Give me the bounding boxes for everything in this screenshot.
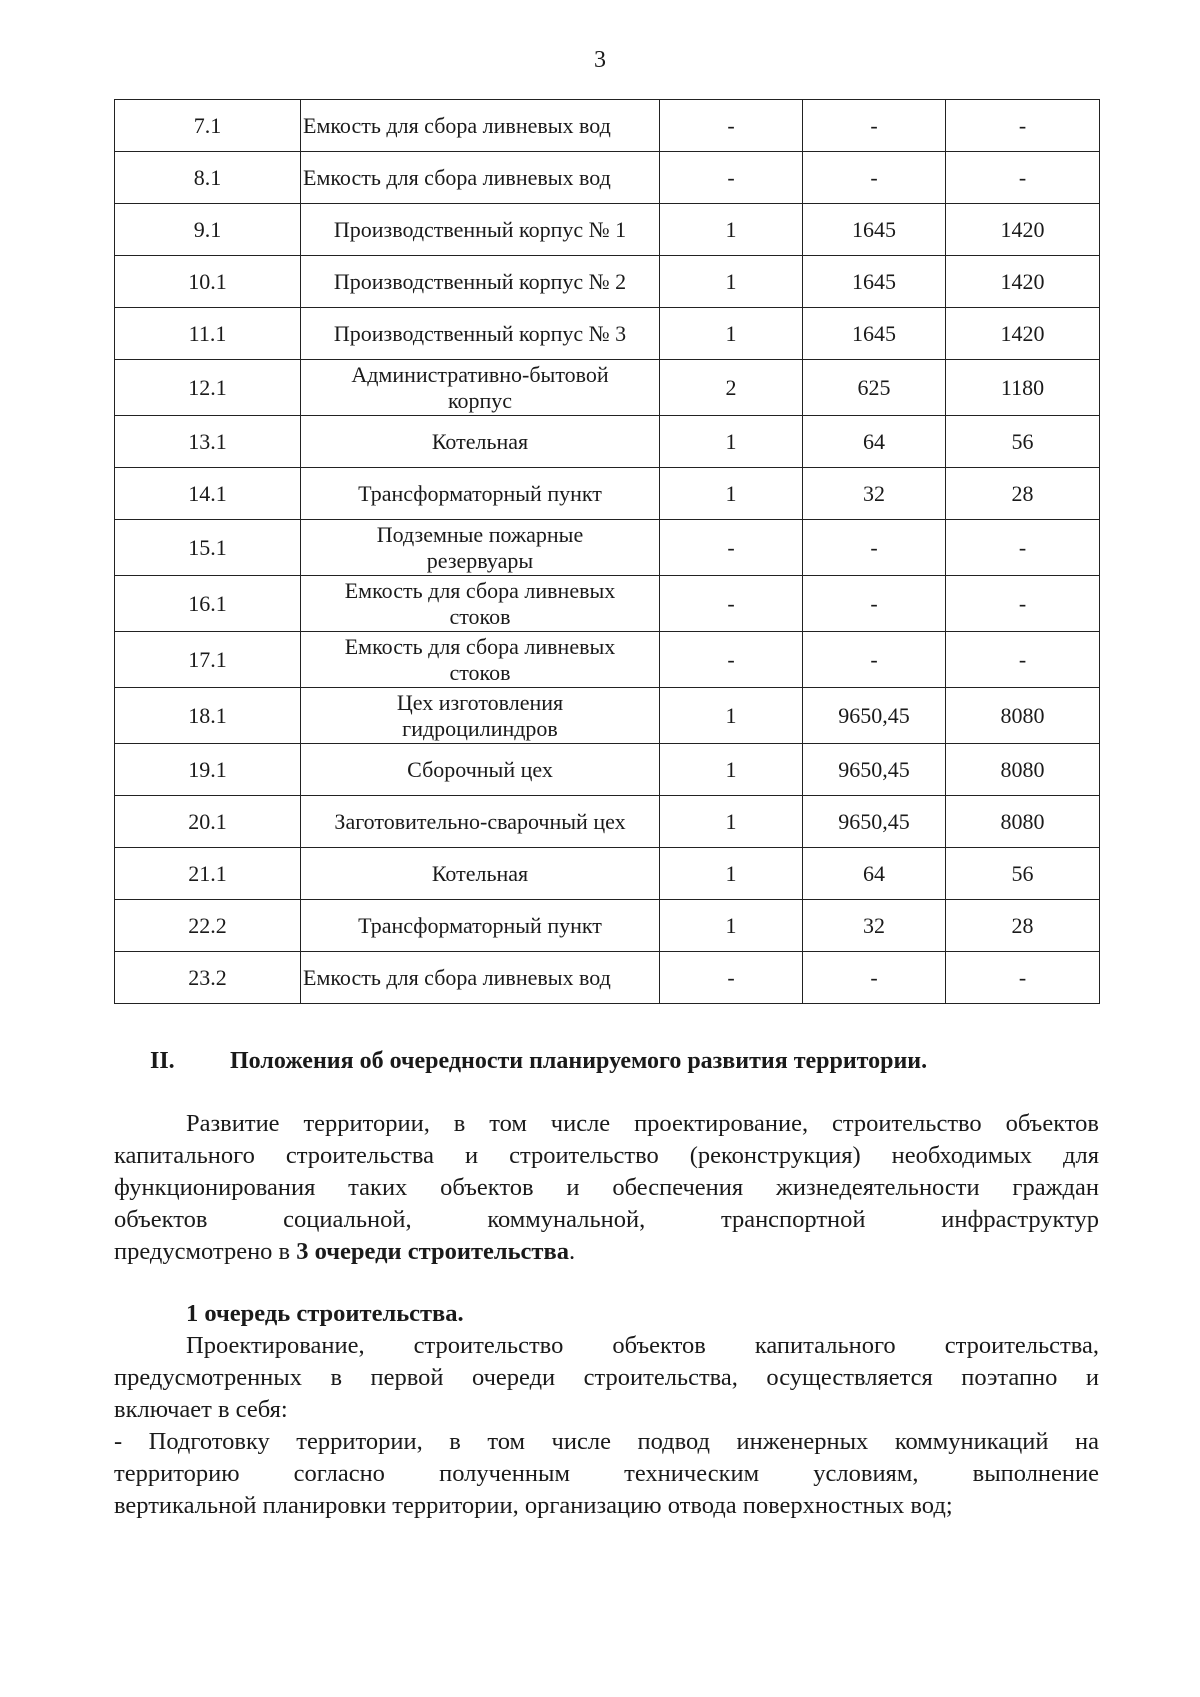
floors-cell: 1 — [660, 468, 803, 520]
floors-cell: - — [660, 952, 803, 1004]
object-number-cell: 19.1 — [115, 744, 301, 796]
area-built-cell: 9650,45 — [803, 744, 946, 796]
object-name-line: Цех изготовления — [396, 689, 564, 715]
page-number: 3 — [594, 47, 606, 73]
floors-cell: - — [660, 100, 803, 152]
object-number-cell: 17.1 — [115, 632, 301, 688]
floors-cell: 1 — [660, 256, 803, 308]
object-number-cell: 23.2 — [115, 952, 301, 1004]
area-built-cell: - — [803, 952, 946, 1004]
object-name-cell: Котельная — [301, 416, 660, 468]
floors-cell: 2 — [660, 360, 803, 416]
table-row — [115, 468, 1100, 520]
object-number-cell: 20.1 — [115, 796, 301, 848]
area-built-cell: 32 — [803, 900, 946, 952]
table-row — [115, 204, 1100, 256]
floors-cell: 1 — [660, 688, 803, 744]
object-name-cell — [301, 520, 660, 576]
paragraph-line — [114, 1236, 1099, 1268]
area-total-cell: 8080 — [946, 688, 1100, 744]
table-row — [115, 360, 1100, 416]
table-row — [115, 520, 1100, 576]
table-row — [115, 576, 1100, 632]
area-built-cell: 1645 — [803, 204, 946, 256]
object-name-cell — [301, 360, 660, 416]
object-name-line: стоков — [449, 603, 511, 629]
section-title: Положения об очередности планируемого развития территории. — [230, 1048, 928, 1074]
area-built-cell: - — [803, 520, 946, 576]
floors-cell: 1 — [660, 796, 803, 848]
object-name-line: Емкость для сбора ливневых — [344, 577, 616, 603]
paragraph-line: предусмотренных в первой очереди строительства, осуществляется поэтапно и — [114, 1364, 1099, 1391]
table-row — [115, 100, 1100, 152]
object-name-line: корпус — [447, 387, 513, 413]
object-number-cell: 11.1 — [115, 308, 301, 360]
table-row — [115, 632, 1100, 688]
table-row — [115, 688, 1100, 744]
area-total-cell: 8080 — [946, 796, 1100, 848]
paragraph-line: Развитие территории, в том числе проектирование, строительство объектов — [186, 1110, 1099, 1137]
table-row — [115, 952, 1100, 1004]
area-built-cell: 64 — [803, 848, 946, 900]
table-row — [115, 848, 1100, 900]
floors-cell: - — [660, 152, 803, 204]
area-total-cell: - — [946, 152, 1100, 204]
floors-cell: 1 — [660, 308, 803, 360]
area-total-cell: - — [946, 100, 1100, 152]
object-name-line: гидроцилиндров — [402, 715, 558, 741]
object-name-cell: Емкость для сбора ливневых вод — [301, 100, 660, 152]
object-name-cell: Трансформаторный пункт — [301, 900, 660, 952]
object-number-cell: 18.1 — [115, 688, 301, 744]
stages-count-bold: 3 очереди строительства — [296, 1238, 569, 1265]
object-name-cell: Емкость для сбора ливневых вод — [301, 952, 660, 1004]
floors-cell: - — [660, 632, 803, 688]
area-total-cell: 28 — [946, 468, 1100, 520]
object-name-line: стоков — [449, 659, 511, 685]
area-total-cell: 1420 — [946, 308, 1100, 360]
development-paragraph — [114, 1108, 1099, 1268]
object-number-cell: 22.2 — [115, 900, 301, 952]
object-number-cell: 15.1 — [115, 520, 301, 576]
floors-cell: 1 — [660, 848, 803, 900]
area-built-cell: 1645 — [803, 308, 946, 360]
area-total-cell: - — [946, 632, 1100, 688]
object-name-cell — [301, 576, 660, 632]
object-name-cell: Трансформаторный пункт — [301, 468, 660, 520]
list-item-line: - Подготовку территории, в том числе подвод инженерных коммуникаций на — [114, 1428, 1099, 1455]
object-name-cell — [301, 632, 660, 688]
area-built-cell: - — [803, 576, 946, 632]
paragraph-line: объектов социальной, коммунальной, транспортной инфраструктур — [114, 1206, 1099, 1233]
object-name-line: Подземные пожарные — [376, 521, 584, 547]
floors-cell: - — [660, 576, 803, 632]
area-built-cell: 9650,45 — [803, 796, 946, 848]
area-built-cell: 32 — [803, 468, 946, 520]
area-built-cell: - — [803, 100, 946, 152]
area-built-cell: 64 — [803, 416, 946, 468]
table-row — [115, 308, 1100, 360]
area-total-cell: - — [946, 576, 1100, 632]
paragraph-line: Проектирование, строительство объектов капитального строительства, — [186, 1332, 1099, 1359]
object-name-cell — [301, 688, 660, 744]
object-number-cell: 14.1 — [115, 468, 301, 520]
table-row — [115, 744, 1100, 796]
object-number-cell: 7.1 — [115, 100, 301, 152]
object-name-cell: Производственный корпус № 2 — [301, 256, 660, 308]
object-name-line: резервуары — [426, 547, 534, 573]
list-item-line: вертикальной планировки территории, организацию отвода поверхностных вод; — [114, 1492, 953, 1519]
table-row — [115, 900, 1100, 952]
object-name-cell: Емкость для сбора ливневых вод — [301, 152, 660, 204]
object-number-cell: 8.1 — [115, 152, 301, 204]
list-item-line: территорию согласно полученным техническим условиям, выполнение — [114, 1460, 1099, 1487]
area-total-cell: 1420 — [946, 256, 1100, 308]
area-total-cell: 56 — [946, 416, 1100, 468]
area-total-cell: 56 — [946, 848, 1100, 900]
object-name-cell: Производственный корпус № 3 — [301, 308, 660, 360]
object-name-cell: Заготовительно-сварочный цех — [301, 796, 660, 848]
area-built-cell: 9650,45 — [803, 688, 946, 744]
paragraph-line: капитального строительства и строительство (реконструкция) необходимых для — [114, 1142, 1099, 1169]
object-number-cell: 16.1 — [115, 576, 301, 632]
objects-table — [114, 99, 1100, 1004]
paragraph-line: функционирования таких объектов и обеспечения жизнедеятельности граждан — [114, 1174, 1099, 1201]
floors-cell: 1 — [660, 744, 803, 796]
object-name-cell: Котельная — [301, 848, 660, 900]
object-name-cell: Сборочный цех — [301, 744, 660, 796]
paragraph-line: включает в себя: — [114, 1396, 288, 1423]
floors-cell: 1 — [660, 416, 803, 468]
area-built-cell: 1645 — [803, 256, 946, 308]
floors-cell: 1 — [660, 204, 803, 256]
paragraph-text: . — [568, 1238, 576, 1265]
area-built-cell: - — [803, 632, 946, 688]
object-number-cell: 9.1 — [115, 204, 301, 256]
table-row — [115, 416, 1100, 468]
area-total-cell: 1420 — [946, 204, 1100, 256]
floors-cell: - — [660, 520, 803, 576]
table-row — [115, 256, 1100, 308]
object-number-cell: 21.1 — [115, 848, 301, 900]
area-total-cell: 28 — [946, 900, 1100, 952]
object-name-cell: Производственный корпус № 1 — [301, 204, 660, 256]
area-total-cell: - — [946, 952, 1100, 1004]
paragraph-text: предусмотрено в — [114, 1238, 297, 1265]
area-built-cell: 625 — [803, 360, 946, 416]
table-row — [115, 796, 1100, 848]
area-total-cell: - — [946, 520, 1100, 576]
section-number: II. — [150, 1048, 175, 1074]
object-name-line: Емкость для сбора ливневых — [344, 633, 616, 659]
stage-one-heading: 1 очередь строительства. — [186, 1300, 464, 1327]
object-number-cell: 10.1 — [115, 256, 301, 308]
table-row — [115, 152, 1100, 204]
stage-one-section — [114, 1298, 1099, 1522]
section-heading — [150, 1046, 1100, 1076]
object-name-line: Административно-бытовой — [351, 361, 609, 387]
area-built-cell: - — [803, 152, 946, 204]
object-number-cell: 13.1 — [115, 416, 301, 468]
floors-cell: 1 — [660, 900, 803, 952]
area-total-cell: 8080 — [946, 744, 1100, 796]
area-total-cell: 1180 — [946, 360, 1100, 416]
object-number-cell: 12.1 — [115, 360, 301, 416]
